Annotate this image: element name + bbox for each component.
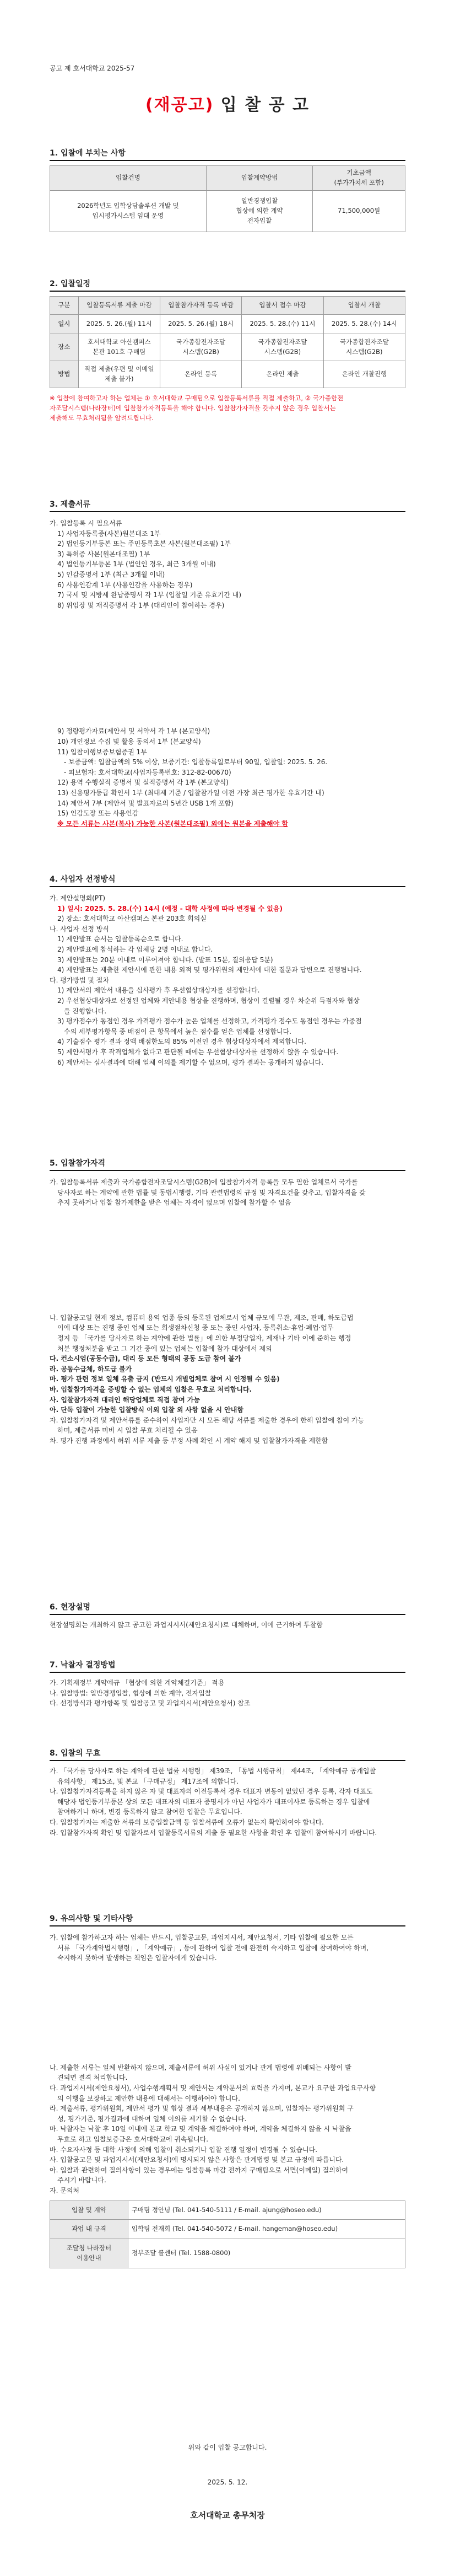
table-cell: 2025. 5. 26.(월) 18시: [160, 315, 241, 334]
list-item: 4) 제안발표는 제출한 제안서에 관한 내용 외적 및 평가위원의 제안서에 대한 질문과 답변으로 진행됩니다.: [57, 966, 362, 974]
table-cell: 온라인 개찰진행: [323, 361, 405, 388]
list-item: 3) 제안발표는 20분 이내로 이루어져야 합니다. (발표 15분, 질의응답 5분): [57, 956, 273, 964]
closing-block: [0, 2443, 455, 2522]
selection-method: [50, 893, 405, 1067]
contact-category: 과업 내 규격: [50, 2220, 128, 2239]
section-7-title: 7. 낙찰자 결정방법: [50, 1661, 116, 1670]
list-item: 5) 인감증명서 1부 (최근 3개월 이내): [57, 570, 165, 578]
divider: [50, 511, 405, 512]
list-item: 수의 세부평가항목 중 배점이 큰 항목에서 높은 점수를 얻은 업체를 선정합니다.: [64, 1027, 291, 1035]
paragraph-line: 정지 등 「국가를 당사자로 하는 계약에 관한 법률」에 의한 부정당업자, 제재나 기타 이에 준하는 행정: [57, 1334, 351, 1342]
paragraph-line: 현장설명회는 개최하지 않고 공고한 과업지시서(제안요청서)로 대체하며, 이에 근거하여 투찰함: [50, 1621, 323, 1629]
subsection-heading: 다. 평가방법 및 절차: [50, 976, 109, 984]
section-4-title: 4. 사업자 선정방식: [50, 875, 116, 884]
list-item: 6) 제안서는 심사결과에 대해 일체 이의를 제기할 수 없으며, 평가 결과는 공개하지 않습니다.: [57, 1058, 324, 1066]
table-cell: 온라인 제출: [242, 361, 323, 388]
list-item: 11) 입찰이행보증보험증권 1부: [57, 748, 147, 756]
divider: [50, 1672, 405, 1673]
header-cell: 입찰계약방법: [206, 166, 313, 191]
subsection-heading: 나. 사업자 선정 방식: [50, 925, 109, 933]
list-item: 5) 제안서평가 후 작격업체가 없다고 판단될 때에는 우선협상대상자를 선정하지 않을 수 있습니다.: [57, 1048, 339, 1056]
paragraph-line: 다. 과업지시서(제안요청서), 사업수행계획서 및 제안서는 계약문서의 효력을 가지며, 본교가 요구한 과업요구사항: [50, 2084, 376, 2092]
contact-table: [50, 2201, 405, 2268]
paragraph-line: 추지 못하거나 입찰 참가제한을 받은 업체는 자격이 없으며 입찰에 참가할 수 없음: [57, 1199, 291, 1207]
table-cell: 국가종합전자조달 시스템(G2B): [160, 334, 241, 361]
note-line: ※ 입찰에 참여하고자 하는 업체는 ① 호서대학교 구매팀으로 입찰등록서류를 직접 제출하고, ② 국가종합전: [50, 394, 344, 402]
paragraph-line: 자. 문의처: [50, 2186, 79, 2194]
section-2-title: 2. 입찰일정: [50, 280, 91, 288]
paragraph-line: 숙지하지 못하여 발생하는 책임은 입찰자에게 있습니다.: [57, 1954, 217, 1962]
list-item: 4) 법인등기부등본 1부 (법인인 경우, 최근 3개월 이내): [57, 560, 216, 568]
table-cell: 국가종합전자조달 시스템(G2B): [323, 334, 405, 361]
list-item: 6) 사용인감계 1부 (사용인감을 사용하는 경우): [57, 581, 193, 589]
notes-and-other: [50, 1933, 405, 2268]
paragraph-line: 라. 제출서류, 평가위원회, 제안서 평가 및 협상 결과 세부내용은 공개하지 않으며, 입찰자는 평가위원회 구: [50, 2105, 354, 2113]
list-item: - 보증금액: 입찰금액의 5% 이상, 보증기간: 입찰등록일로부터 90일, 입찰일: 2025. 5. 26.: [64, 758, 328, 766]
divider: [50, 160, 405, 161]
list-item: 1) 사업자등록증(사본)원본대조 1부: [57, 529, 161, 538]
paragraph-line: 서류 「국가계약법시행령」, 「계약예규」, 등에 관하여 입찰 전에 완전히 숙지하고 입찰에 참여하여야 하며,: [57, 1944, 369, 1952]
section-3-title: 3. 제출서류: [50, 500, 91, 509]
header-cell: 입찰건명: [50, 166, 207, 191]
paragraph-line: 당사자로 하는 계약에 관한 법률 및 동법시행령, 기타 관련법령의 규정 및 자격요건을 갖추고, 입찰자격을 갖: [57, 1188, 366, 1196]
paragraph-line: 다. 선정방식과 평가항목 및 입찰공고 및 과업지시서(제안요청서) 참조: [50, 1699, 251, 1708]
list-item: 14) 제안서 7부 (제안서 및 발표자료의 5년간 USB 1개 포함): [57, 799, 234, 807]
paragraph-line: 차. 평가 진행 과정에서 허위 서류 제출 등 부정 사례 확인 시 계약 해지 및 입찰참가자격을 제한함: [50, 1436, 328, 1445]
list-item: 2) 우선협상대상자로 선정된 업체와 제안내용 협상을 진행하며, 협상이 결렬될 경우 차순위 득점자와 협상: [57, 996, 360, 1005]
row-label: 방법: [50, 361, 79, 388]
paragraph-line: 가. 기획재정부 계약예규 「협상에 의한 계약체결기준」 적용: [50, 1679, 225, 1687]
row-label: 일시: [50, 315, 79, 334]
paragraph-line: 하며, 제출서류 미비 시 입찰 무효 처리될 수 있음: [57, 1426, 198, 1435]
table-cell: 71,500,000원: [313, 190, 405, 232]
list-item: 사. 입찰참가자격 대리인 해당업체로 직접 참여 가능: [50, 1396, 201, 1404]
subsection-heading: 가. 제안설명회(PT): [50, 894, 106, 902]
table-cell: 2026학년도 입학상담솔루션 개발 및 입시평가시스템 임대 운영: [50, 190, 207, 232]
list-item: 2) 법인등기부등본 또는 주민등록초본 사본(원본대조필) 1부: [57, 540, 231, 548]
header-cell: 입찰서 접수 마감: [242, 297, 323, 315]
paragraph-line: 성, 평가기준, 평가결과에 대하여 일체 이의를 제기할 수 없습니다.: [57, 2115, 247, 2123]
table-cell: 2025. 5. 28.(수) 14시: [323, 315, 405, 334]
paragraph-line: 주시기 바랍니다.: [57, 2176, 106, 2185]
paragraph-line: 나. 제출한 서류는 일체 반환하지 않으며, 제출서류에 허위 사실이 있거나 관계 법령에 위배되는 사항이 발: [50, 2063, 351, 2071]
table-cell: 직접 제출(우편 및 이메일 제출 불가): [78, 361, 160, 388]
list-item: 마. 평가 관련 정보 일체 유출 금지 (반드시 개별업체로 참여 시 인정될 수 있음): [50, 1375, 280, 1383]
contact-detail: 입학팀 전재희 (Tel. 041-540-5072 / E-mail. hangeman@hoseo.edu): [128, 2220, 405, 2239]
list-item: 12) 용역 수행실적 증명서 및 실적증명서 각 1부 (본교양식): [57, 779, 229, 787]
contact-category: 조달청 나라장터 이용안내: [50, 2239, 128, 2268]
list-item: 9) 정량평가자료(제안서 및 서약서 각 1부 (본교양식): [57, 727, 210, 736]
closing-text: 위와 같이 입찰 공고합니다.: [188, 2444, 267, 2451]
eligibility: [50, 1177, 405, 1446]
list-item: 3) 평가점수가 동점인 경우 가격평가 점수가 높은 업체를 선정하고, 가격평가 점수도 동점인 경우는 가중점: [57, 1017, 362, 1026]
paragraph-line: 해당자 법인등기부등본 상의 모든 대표자의 대표자 증명서가 아닌 사업자가 대표이사로 등록하는 경우 입찰에: [57, 1797, 370, 1806]
list-item: 10) 개인정보 수집 및 활용 동의서 1부 (본교양식): [57, 737, 201, 745]
contact-detail: 정부조달 콜센터 (Tel. 1588-0800): [128, 2239, 405, 2268]
award-method: [50, 1678, 405, 1709]
divider: [50, 291, 405, 292]
section-9-title: 9. 유의사항 및 기타사항: [50, 1914, 133, 1923]
documents-warning: ※ 모든 서류는 사본(복사) 가능한 사본(원본대조필) 외에는 원본을 제출해야 함: [57, 819, 288, 828]
list-item: 2) 장소: 호서대학교 아산캠퍼스 본관 203호 회의실: [57, 915, 207, 923]
paragraph-line: 처분 행정처분을 받고 그 기간 중에 있는 업체는 입찰에 참가 대상에서 제외: [57, 1344, 272, 1353]
contact-category: 입찰 및 계약: [50, 2201, 128, 2220]
paragraph-line: 가. 「국가를 당사자로 하는 계약에 관한 법률 시행령」 제39조, 「동법 시행규칙」 제44조, 「계약예규 공개입찰: [50, 1767, 376, 1775]
section-5-title: 5. 입찰참가자격: [50, 1159, 106, 1168]
divider: [50, 886, 405, 887]
section-1-title: 1. 입찰에 부치는 사항: [50, 149, 126, 158]
note-line: 자조달시스템(나라장터)에 입찰참가자격등록을 해야 합니다. 입찰참가자격을 갖추지 않은 경우 입찰서는: [50, 404, 336, 412]
divider: [50, 1170, 405, 1171]
paragraph-line: 참여하거나 하며, 변경 등록하지 않고 참여한 입찰은 무효입니다.: [57, 1808, 242, 1816]
header-cell: 입찰등록서류 제출 마감: [78, 297, 160, 315]
table-cell: 2025. 5. 26.(월) 11시: [78, 315, 160, 334]
issuer-signature: 호서대학교 총무처장: [190, 2510, 265, 2521]
paragraph-line: 이에 대상 또는 진행 중인 업체 또는 회생절차신청 중 또는 중인 사업자, 등록취소·휴업·폐업·업무: [57, 1324, 334, 1332]
list-item: 을 진행합니다.: [64, 1007, 107, 1015]
row-label: 장소: [50, 334, 79, 361]
list-item: 8) 위임장 및 재직증명서 각 1부 (대리인이 참여하는 경우): [57, 601, 225, 609]
paragraph-line: 마. 낙찰자는 낙찰 후 10일 이내에 본교 학교 및 계약을 체결하여야 하며, 계약을 체결하지 않을 시 낙찰을: [50, 2125, 351, 2133]
list-item: 아. 단독 입찰이 가능한 입찰방식 이외 입찰 외 사항 없을 시 안내함: [50, 1406, 243, 1414]
paragraph-line: 무효로 하고 입찰보증금은 호서대학교에 귀속됩니다.: [57, 2135, 209, 2143]
list-item: 1) 제안발표 순서는 입찰등록순으로 합니다.: [57, 935, 183, 943]
divider: [50, 1925, 405, 1926]
table-cell: 온라인 등록: [160, 361, 241, 388]
paragraph-line: 바. 수요자사정 등 대학 사정에 의해 입찰이 취소되거나 입찰 진행 일정이 변경될 수 있습니다.: [50, 2145, 318, 2154]
section-6-title: 6. 현장설명: [50, 1603, 91, 1612]
header-cell: 입찰참가자격 등록 마감: [160, 297, 241, 315]
contact-detail: 구매팀 정안녕 (Tel. 041-540-5111 / E-mail. ajung@hoseo.edu): [128, 2201, 405, 2220]
required-documents: [50, 518, 405, 829]
list-item: 13) 신용평가등급 확인서 1부 (최대제 기준 / 입찰참가일 이전 가장 최근 평가한 유효기간 내): [57, 788, 324, 797]
closing-date: 2025. 5. 12.: [207, 2478, 248, 2486]
list-item: 라. 공동수급체, 하도급 불가: [50, 1365, 132, 1373]
list-item: 3) 특허증 사본(원본대조필) 1부: [57, 550, 150, 558]
paragraph-line: 다. 입찰참가자는 제출한 서류의 보증입찰금액 등 입찰서류에 오류가 없는지 확인하여야 합니다.: [50, 1818, 324, 1826]
paragraph-line: 나. 입찰방법: 일반경쟁입찰, 협상에 의한 계약, 전자입찰: [50, 1689, 212, 1697]
paragraph-line: 나. 입찰공고일 현재 정보, 컴퓨터 용역 업종 등의 등록된 업체로서 업체 규모에 무관, 제조, 판매, 하도급법: [50, 1313, 354, 1322]
paragraph-line: 가. 입찰등록서류 제출과 국가종합전자조달시스템(G2B)에 입찰참가자격 등록을 모두 필한 업체로서 국가를: [50, 1178, 358, 1186]
subsection-heading: 가. 입찰등록 시 필요서류: [50, 519, 122, 527]
paragraph-line: 유의사항」 제15조, 및 본교 「구매규정」 제17조에 의합니다.: [57, 1777, 239, 1785]
table-cell: 2025. 5. 28.(수) 11시: [242, 315, 323, 334]
schedule-table: [50, 296, 405, 423]
table-cell: 일반경쟁입찰 협상에 의한 계약 전자입찰: [206, 190, 313, 232]
paragraph-line: 견되면 결격 처리합니다.: [57, 2074, 128, 2082]
note-line: 제출해도 무효처리됨을 알려드립니다.: [50, 414, 154, 422]
paragraph-line: 가. 입찰에 참가하고자 하는 업체는 반드시, 입찰공고문, 과업지시서, 제안요청서, 기타 입찰에 필요한 모든: [50, 1934, 354, 1941]
divider: [50, 1614, 405, 1615]
section-8-title: 8. 입찰의 무효: [50, 1749, 101, 1758]
schedule-note: [50, 394, 405, 423]
header-cell: 기초금액 (부가가치세 포함): [313, 166, 405, 191]
table-cell: 국가종합전자조달 시스템(G2B): [242, 334, 323, 361]
list-item: 다. 컨소시엄(공동수급), 대리 등 모든 형태의 공동 도급 참여 불가: [50, 1355, 241, 1363]
list-item: 15) 인감도장 또는 사용인감: [57, 809, 139, 818]
list-item: 2) 제안발표에 참석하는 각 업체당 2명 이내로 합니다.: [57, 945, 213, 953]
paragraph-line: 나. 입찰참가자격등록을 하지 않은 자 및 대표자의 이전등록서 경우 대표자 변동이 없었던 경우 등록, 각자 대표도: [50, 1788, 373, 1796]
notice-title-main: 입 찰 공 고: [214, 95, 310, 115]
list-item: 바. 입찰참가자격을 증빙할 수 없는 업체의 입찰은 무효로 처리합니다.: [50, 1385, 252, 1393]
header-cell: 구분: [50, 297, 79, 315]
notice-title: [0, 93, 455, 119]
header-cell: 입찰서 개찰: [323, 297, 405, 315]
list-item: 1) 일시: 2025. 5. 28.(수) 14시 (예정 - 대학 사정에 따라 변경될 수 있음): [57, 904, 283, 913]
document-number: 공고 제 호서대학교 2025-57: [50, 65, 135, 72]
paragraph-line: 아. 입찰과 관련하여 질의사항이 있는 경우에는 입찰등록 마감 전까지 구매팀으로 서면(이메일) 질의하여: [50, 2166, 349, 2174]
divider: [50, 1760, 405, 1761]
paragraph-line: 자. 입찰참가자격 및 제안서류를 준수하여 사업자만 시 모든 해당 서류를 제출한 경우에 한해 입찰에 참여 가능: [50, 1416, 365, 1424]
list-item: 4) 기술점수 평가 결과 정액 배점한도의 85% 이전인 경우 협상대상자에서 제외합니다.: [57, 1038, 306, 1046]
paragraph-line: 라. 입찰참가자격 확인 및 입찰자로서 입찰등록서류의 제출 등 필요한 사항을 확인 후 입찰에 참여하시기 바랍니다.: [50, 1828, 377, 1837]
re-notice-prefix: (재공고): [145, 95, 214, 115]
invalid-bids: [50, 1766, 405, 1838]
bid-items-table: [50, 165, 405, 232]
list-item: 7) 국세 및 지방세 완납증명서 각 1부 (입찰일 기준 유효기간 내): [57, 591, 242, 599]
paragraph-line: 의 이행을 보장하고 제안한 내용에 대해서는 이행하여야 합니다.: [57, 2094, 240, 2102]
site-briefing: [50, 1620, 405, 1630]
list-item: - 피보험자: 호서대학교(사업자등록번호: 312-82-00670): [64, 768, 231, 776]
table-cell: 호서대학교 아산캠퍼스 본관 101호 구매팀: [78, 334, 160, 361]
list-item: 1) 제안서의 제안서 내용을 심사평가 후 우선협상대상자를 선정합니다.: [57, 986, 260, 995]
paragraph-line: 사. 입찰공고문 및 과업지시서(제안요청서)에 명시되지 않은 사항은 관계법령 및 본교 규정에 따릅니다.: [50, 2156, 344, 2164]
